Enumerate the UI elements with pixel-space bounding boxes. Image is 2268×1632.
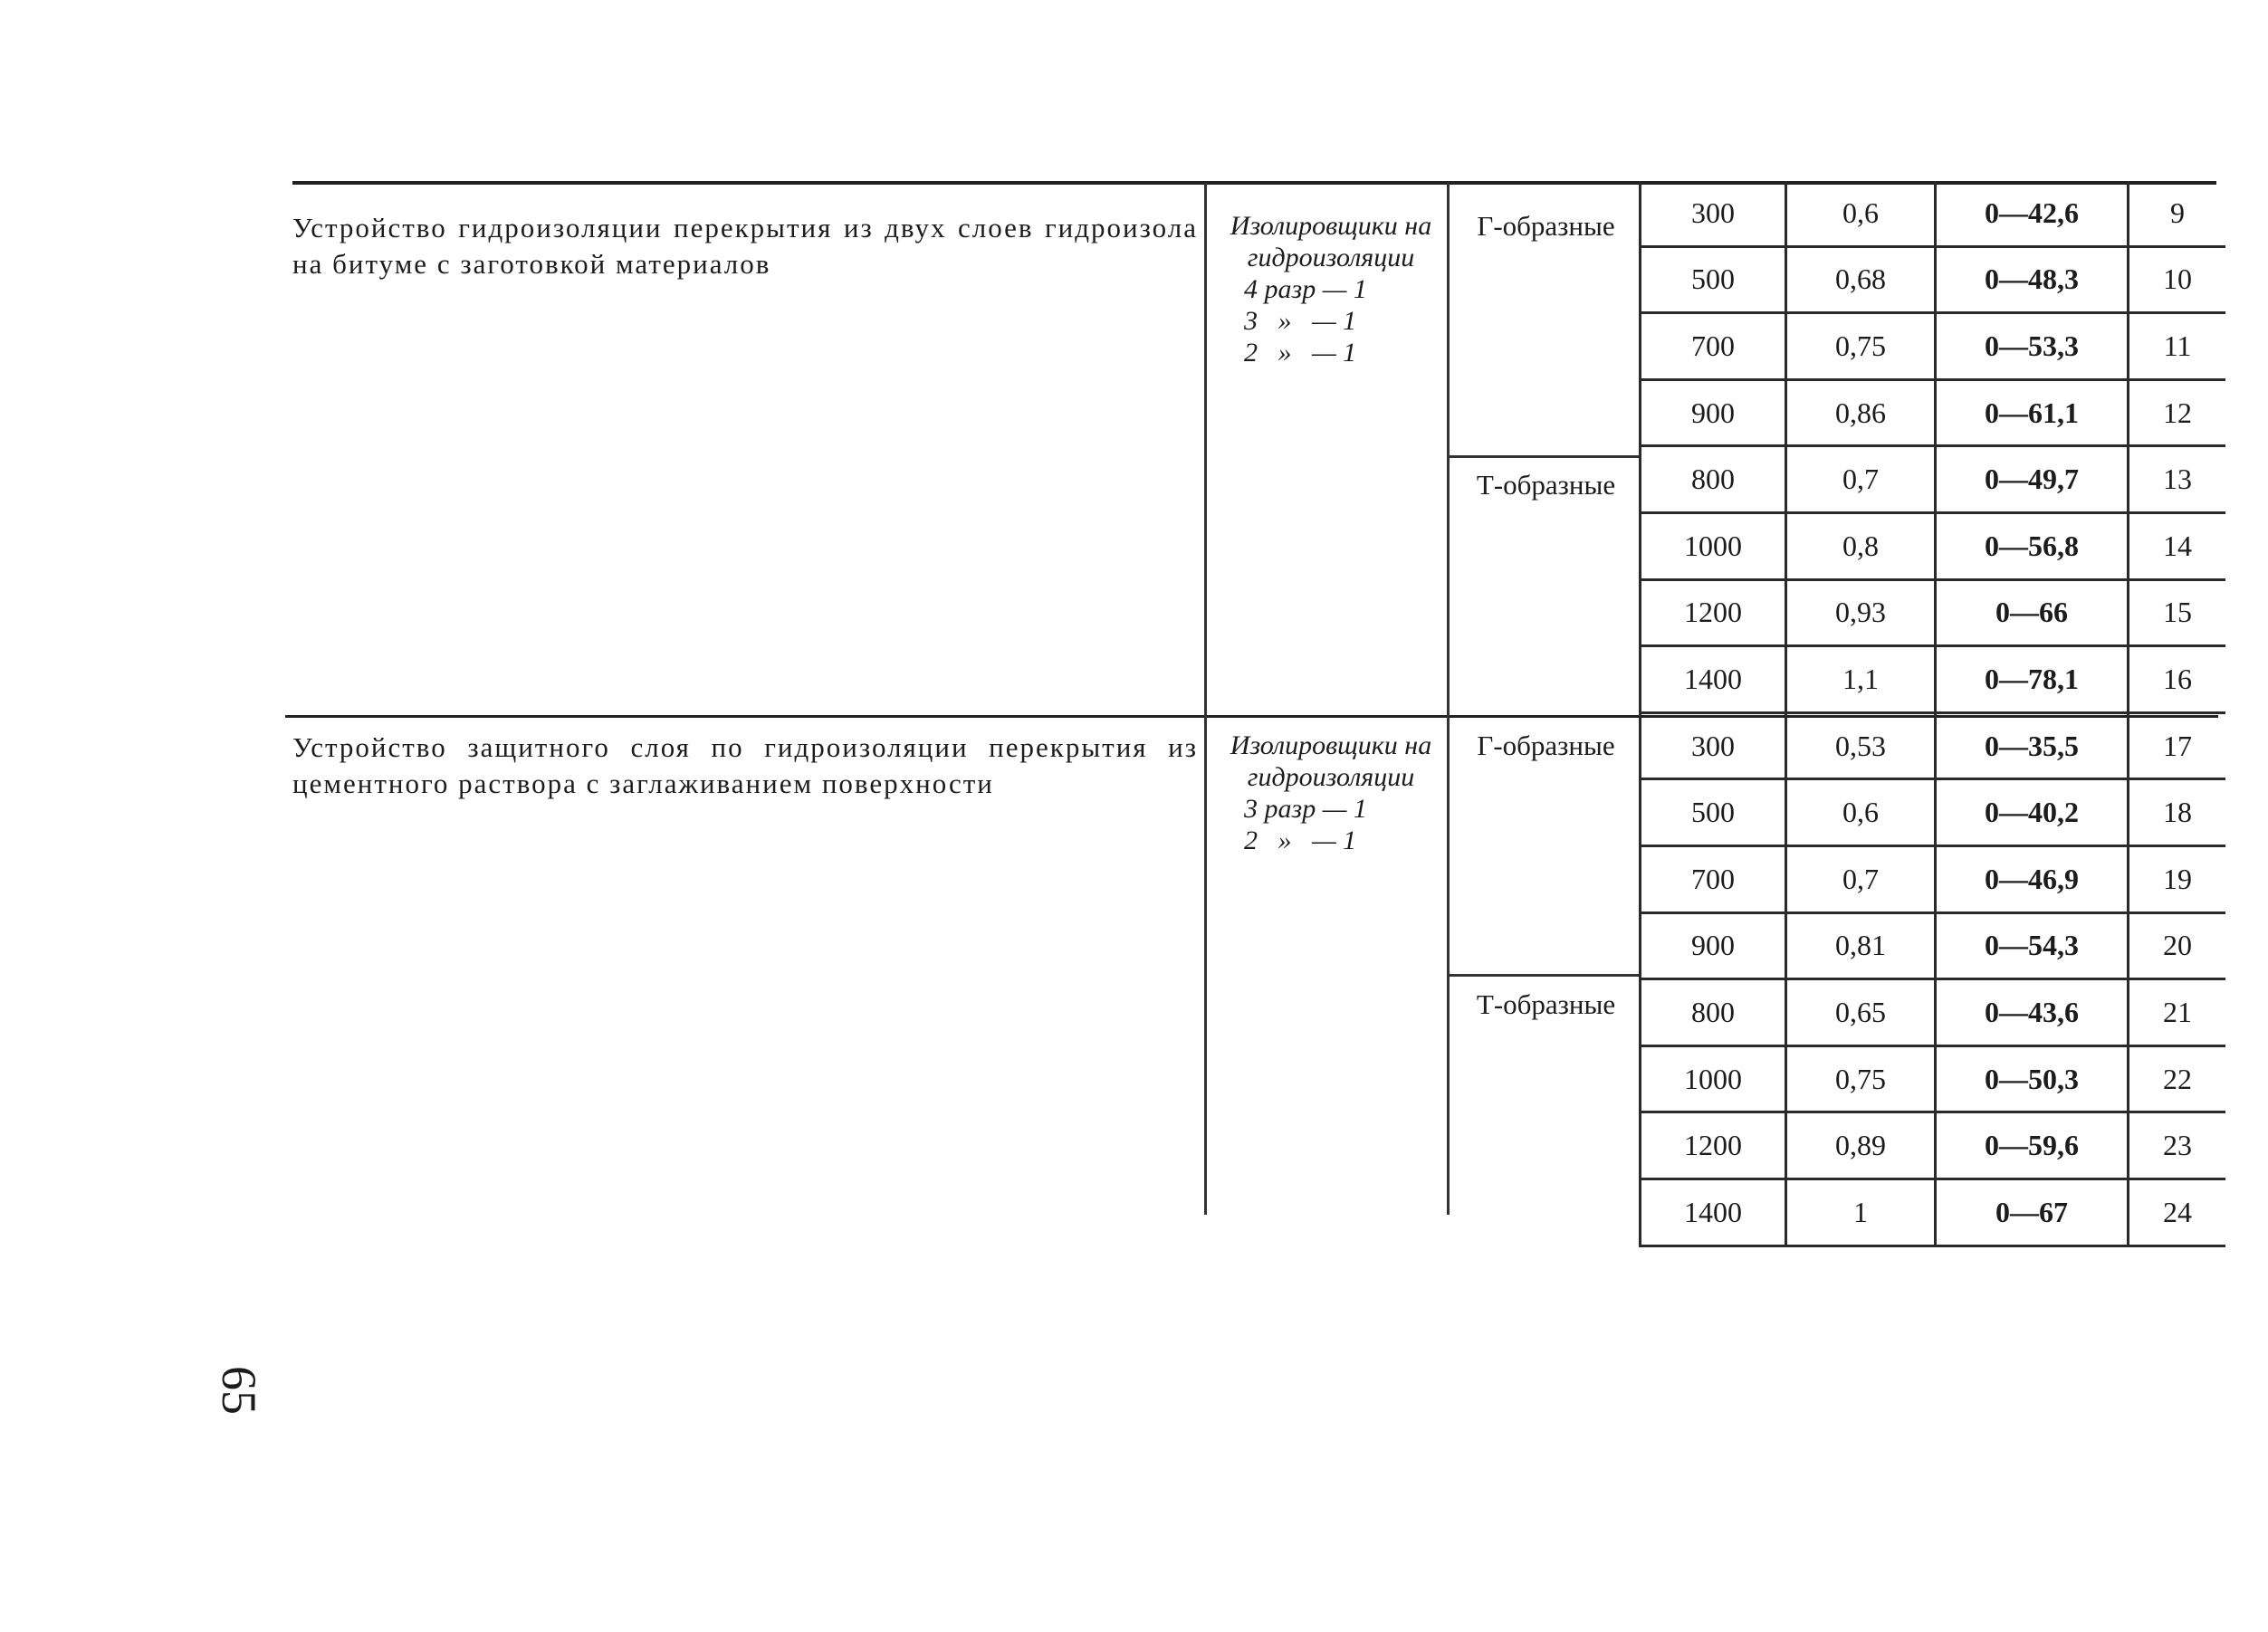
price-cell: 0—54,3 <box>1936 912 2129 979</box>
table-row <box>1641 779 2226 846</box>
rate-cell: 0,86 <box>1786 379 1936 446</box>
width-cell: 500 <box>1641 779 1786 846</box>
width-cell: 900 <box>1641 912 1786 979</box>
price-cell: 0—48,3 <box>1936 246 2129 313</box>
row-number-cell: 13 <box>2129 446 2226 513</box>
table-row <box>1641 379 2226 446</box>
width-cell: 1000 <box>1641 1045 1786 1112</box>
table-row <box>1641 512 2226 579</box>
table-row <box>1641 181 2226 246</box>
width-cell: 1400 <box>1641 646 1786 713</box>
price-cell: 0—46,9 <box>1936 845 2129 912</box>
rate-cell: 0,75 <box>1786 313 1936 380</box>
crew-title: Изолировщики на гидроизоляции <box>1230 730 1432 792</box>
price-cell: 0—35,5 <box>1936 712 2129 779</box>
price-cell: 0—61,1 <box>1936 379 2129 446</box>
work-description: Устройство защитного слоя по гидроизоляции перекрытия из цементного раствора с заглаживанием поверхности <box>292 731 1198 799</box>
crew-title: Изолировщики на гидроизоляции <box>1230 211 1432 272</box>
price-cell: 0—53,3 <box>1936 313 2129 380</box>
crew-composition <box>1222 730 1440 856</box>
row-number-cell: 18 <box>2129 779 2226 846</box>
row-number-cell: 23 <box>2129 1112 2226 1179</box>
table-row <box>1641 979 2226 1046</box>
rate-cell: 0,7 <box>1786 845 1936 912</box>
table-row <box>1641 845 2226 912</box>
table-row <box>1641 912 2226 979</box>
width-cell: 1400 <box>1641 1179 1786 1245</box>
table-row <box>1641 1112 2226 1179</box>
work-description: Устройство гидроизоляции перекрытия из двух слоев гидроизола на битуме с заготовкой материалов <box>292 212 1198 280</box>
rate-cell: 0,75 <box>1786 1045 1936 1112</box>
rate-cell: 0,8 <box>1786 512 1936 579</box>
width-cell: 700 <box>1641 313 1786 380</box>
table-row <box>1641 446 2226 513</box>
row-number-cell: 20 <box>2129 912 2226 979</box>
shape-label: Т-образные <box>1476 469 1616 501</box>
rate-cell: 0,6 <box>1786 779 1936 846</box>
crew-grade: 2 » — 1 <box>1244 338 1357 367</box>
price-cell: 0—40,2 <box>1936 779 2129 846</box>
rates-table <box>1639 181 2225 1247</box>
price-cell: 0—59,6 <box>1936 1112 2129 1179</box>
rate-cell: 0,7 <box>1786 446 1936 513</box>
rate-cell: 0,53 <box>1786 712 1936 779</box>
row-number-cell: 10 <box>2129 246 2226 313</box>
table-row <box>1641 646 2226 713</box>
rate-cell: 0,89 <box>1786 1112 1936 1179</box>
row-number-cell: 22 <box>2129 1045 2226 1112</box>
table-row <box>1641 1179 2226 1245</box>
row-number-cell: 14 <box>2129 512 2226 579</box>
width-cell: 1200 <box>1641 579 1786 646</box>
rate-cell: 0,6 <box>1786 181 1936 246</box>
crew-grade: 2 » — 1 <box>1244 826 1357 855</box>
width-cell: 700 <box>1641 845 1786 912</box>
group-divider <box>1449 455 1641 458</box>
rate-cell: 0,93 <box>1786 579 1936 646</box>
price-cell: 0—50,3 <box>1936 1045 2129 1112</box>
row-number-cell: 15 <box>2129 579 2226 646</box>
price-cell: 0—78,1 <box>1936 646 2129 713</box>
rate-cell: 1 <box>1786 1179 1936 1245</box>
table-row <box>1641 1045 2226 1112</box>
crew-grade: 3 » — 1 <box>1244 306 1357 336</box>
shape-label: Т-образные <box>1476 988 1616 1020</box>
page-number: 65 <box>212 1366 266 1415</box>
crew-composition <box>1222 210 1440 368</box>
row-number-cell: 19 <box>2129 845 2226 912</box>
crew-grade: 3 разр — 1 <box>1244 794 1367 824</box>
rate-cell: 0,81 <box>1786 912 1936 979</box>
rate-cell: 1,1 <box>1786 646 1936 713</box>
shape-label: Г-образные <box>1477 730 1615 761</box>
column-divider <box>1447 183 1450 1215</box>
price-cell: 0—66 <box>1936 579 2129 646</box>
table-row <box>1641 579 2226 646</box>
width-cell: 500 <box>1641 246 1786 313</box>
width-cell: 800 <box>1641 979 1786 1046</box>
column-divider <box>1204 183 1207 1215</box>
price-cell: 0—49,7 <box>1936 446 2129 513</box>
row-number-cell: 11 <box>2129 313 2226 380</box>
rate-cell: 0,65 <box>1786 979 1936 1046</box>
table-row <box>1641 313 2226 380</box>
width-cell: 1200 <box>1641 1112 1786 1179</box>
width-cell: 800 <box>1641 446 1786 513</box>
row-number-cell: 16 <box>2129 646 2226 713</box>
price-cell: 0—43,6 <box>1936 979 2129 1046</box>
shape-label: Г-образные <box>1477 210 1615 242</box>
table-row <box>1641 712 2226 779</box>
width-cell: 300 <box>1641 181 1786 246</box>
price-cell: 0—42,6 <box>1936 181 2129 246</box>
group-divider <box>1449 974 1641 977</box>
row-number-cell: 24 <box>2129 1179 2226 1245</box>
crew-grade: 4 разр — 1 <box>1244 274 1367 304</box>
row-number-cell: 12 <box>2129 379 2226 446</box>
width-cell: 900 <box>1641 379 1786 446</box>
width-cell: 1000 <box>1641 512 1786 579</box>
price-cell: 0—67 <box>1936 1179 2129 1245</box>
table-row <box>1641 246 2226 313</box>
row-number-cell: 9 <box>2129 181 2226 246</box>
price-cell: 0—56,8 <box>1936 512 2129 579</box>
rate-cell: 0,68 <box>1786 246 1936 313</box>
row-number-cell: 17 <box>2129 712 2226 779</box>
row-number-cell: 21 <box>2129 979 2226 1046</box>
width-cell: 300 <box>1641 712 1786 779</box>
